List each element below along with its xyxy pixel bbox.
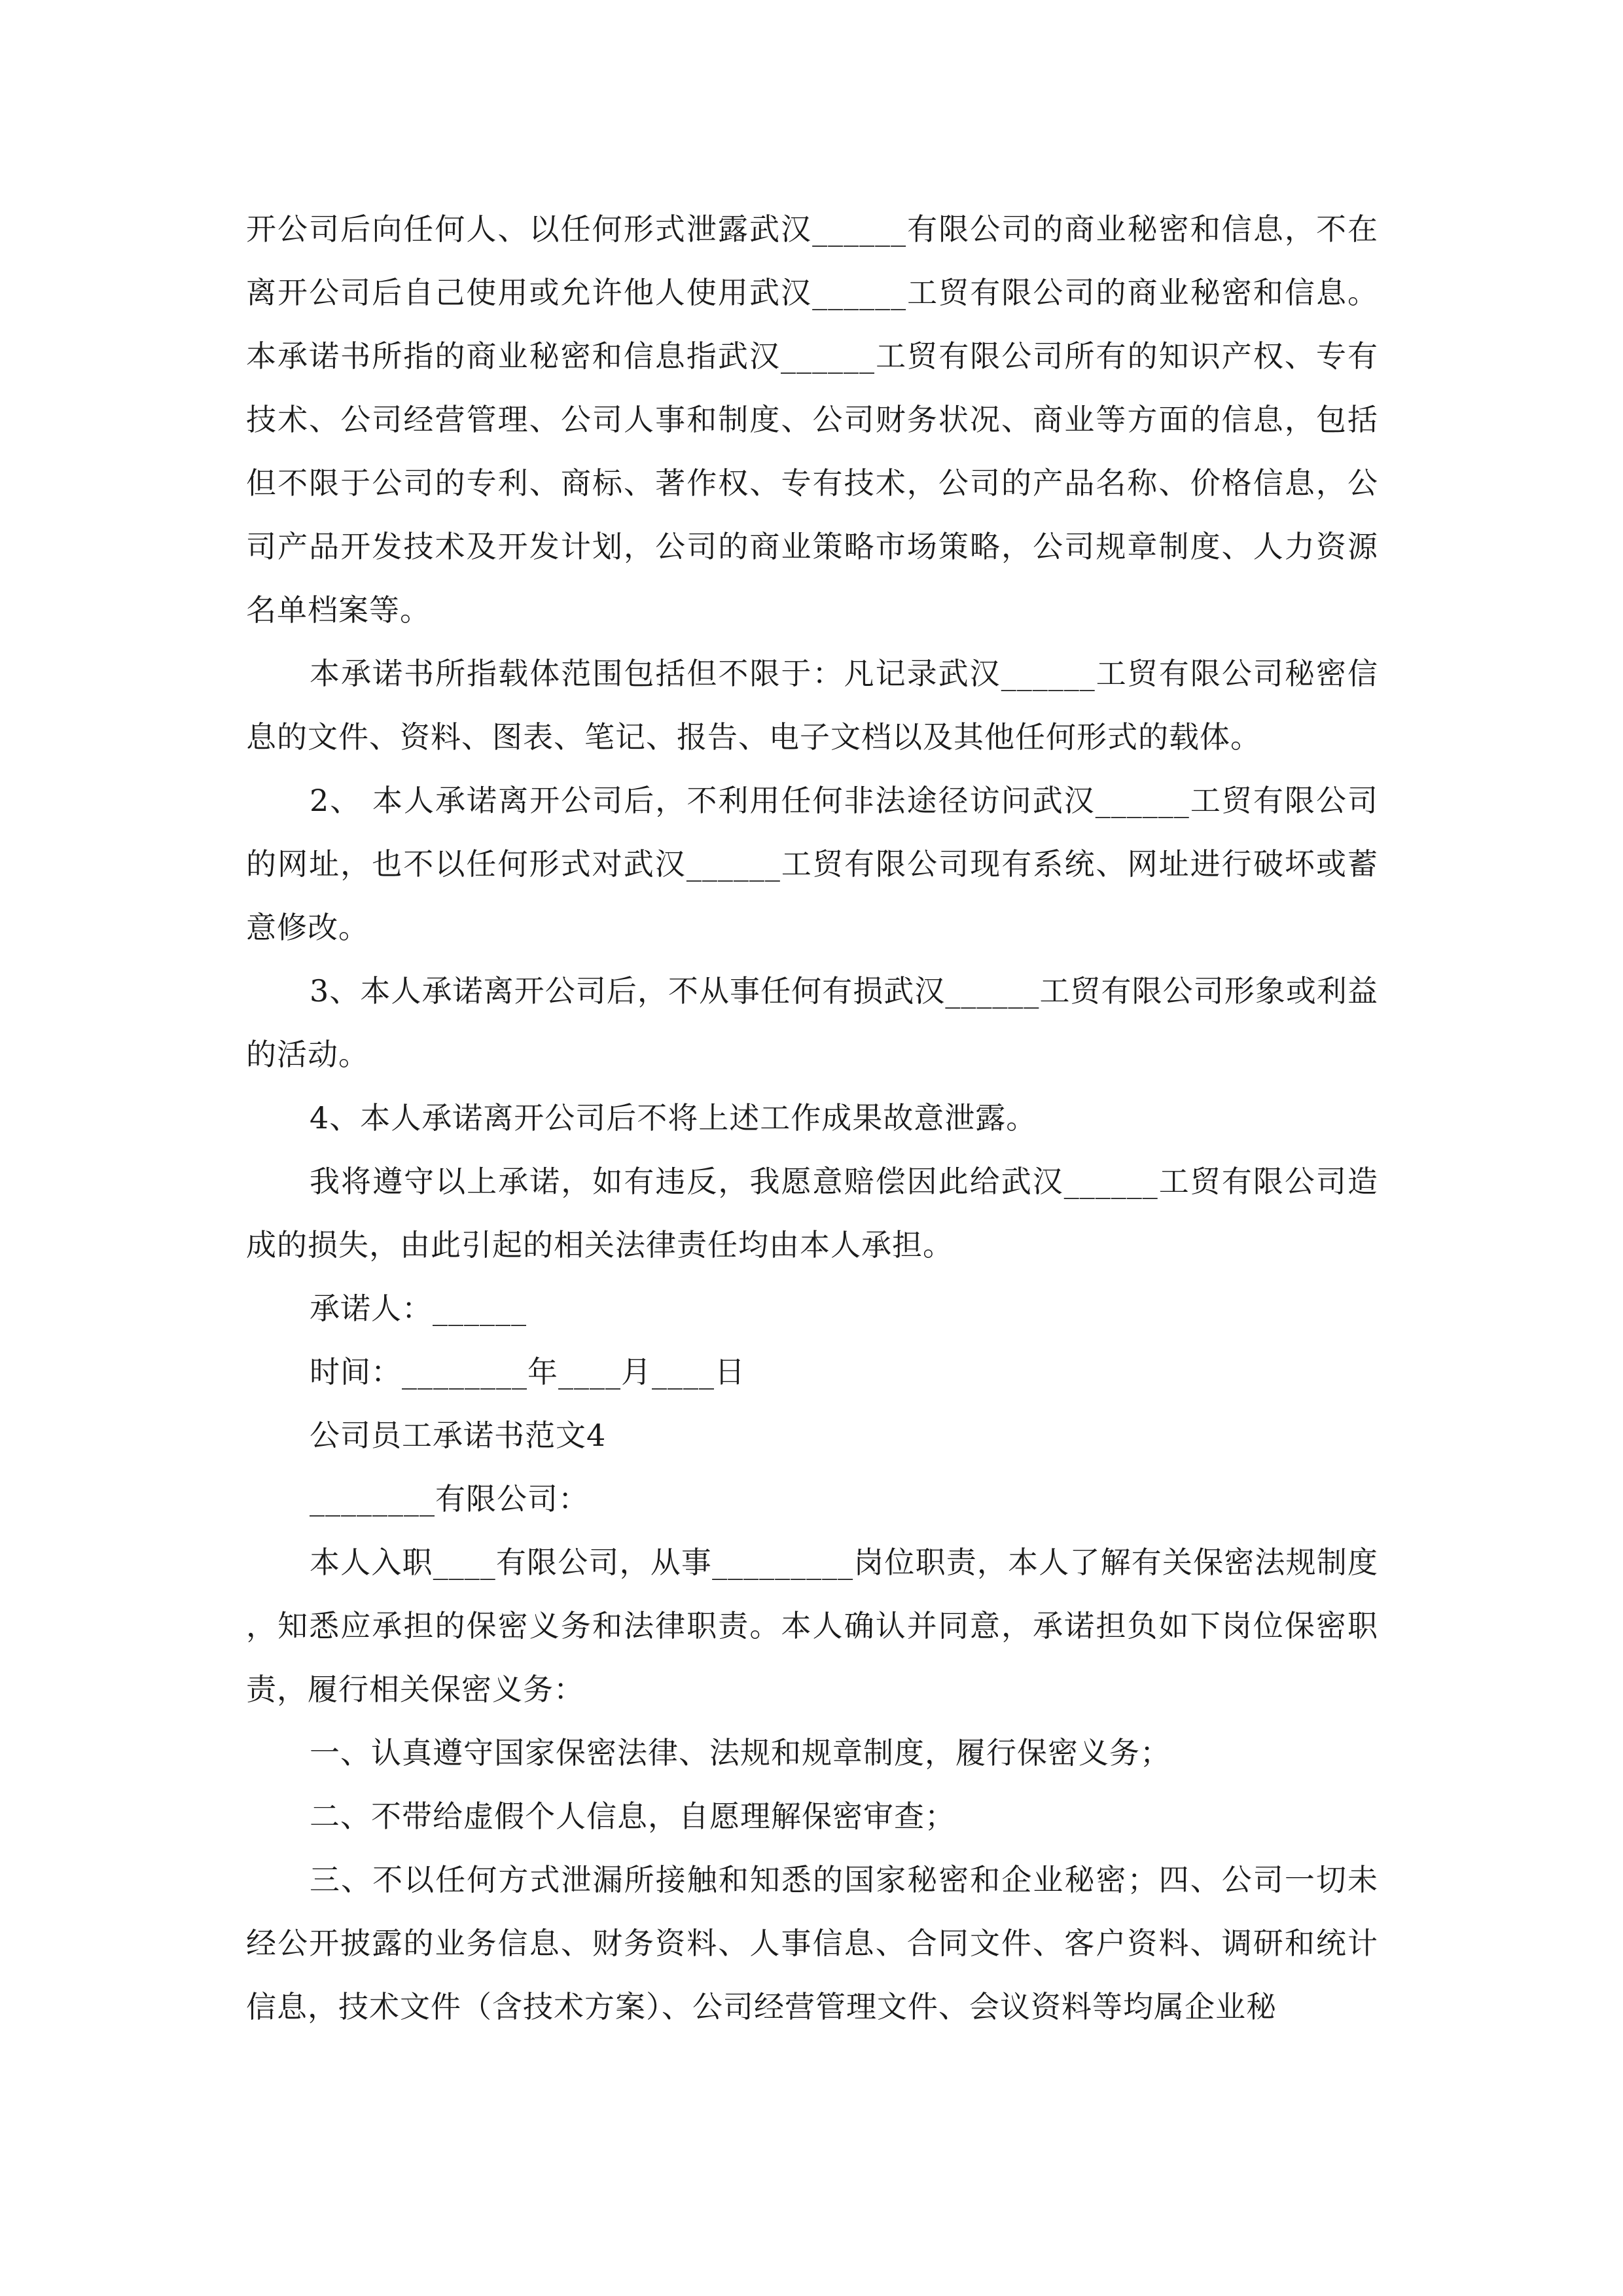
- date-line: 时间：________年____月____日: [310, 1354, 745, 1390]
- paragraph-item-2: 2、 本人承诺离开公司后，不利用任何非法途径访问武汉______工贸有限公司的网址，也不以任何形式对武汉______工贸有限公司现有系统、网址进行破坏或蓄意修改。: [246, 783, 1378, 945]
- paragraph-duty-1: 一、认真遵守国家保密法律、法规和规章制度，履行保密义务；: [310, 1735, 1171, 1770]
- paragraph-compensation: 我将遵守以上承诺，如有违反，我愿意赔偿因此给武汉______工贸有限公司造成的损失，由此引起的相关法律责任均由本人承担。: [246, 1164, 1378, 1263]
- paragraph-duty-2: 二、不带给虚假个人信息，自愿理解保密审查；: [310, 1799, 955, 1834]
- paragraph-intro: 本人入职____有限公司，从事_________岗位职责，本人了解有关保密法规制度，知悉应承担的保密义务和法律职责。本人确认并同意，承诺担负如下岗位保密职责，履行相关保密义务：: [246, 1545, 1378, 1707]
- paragraph-item-4: 4、本人承诺离开公司后不将上述工作成果故意泄露。: [310, 1100, 1037, 1136]
- salutation-line: ________有限公司：: [310, 1481, 589, 1516]
- paragraph-confidentiality: 开公司后向任何人、以任何形式泄露武汉______有限公司的商业秘密和信息，不在离开公司后自己使用或允许他人使用武汉______工贸有限公司的商业秘密和信息。 本承诺书所指的商业秘密和信息指武汉______工贸有限公司所有的知识产权、专有技术、公司经营管理、公司人事和制度、公司财务状况、商业等方面的信息，包括但不限于公司的专利、商标、著作权、专有技术，公司的产品名称、价格信息，公司产品开发技术及开发计划，公司的商业策略市场策略，公司规章制度、人力资源名单档案等。: [246, 211, 1378, 628]
- paragraph-item-3: 3、本人承诺离开公司后，不从事任何有损武汉______工贸有限公司形象或利益的活动。: [246, 973, 1378, 1072]
- paragraph-duty-3: 三、不以任何方式泄漏所接触和知悉的国家秘密和企业秘密；四、公司一切未经公开披露的业务信息、财务资料、人事信息、合同文件、客户资料、调研和统计信息，技术文件（含技术方案）、公司经营管理文件、会议资料等均属企业秘: [246, 1862, 1378, 2024]
- signer-line: 承诺人：______: [310, 1291, 527, 1326]
- paragraph-carrier-scope: 本承诺书所指载体范围包括但不限于：凡记录武汉______工贸有限公司秘密信息的文件、资料、图表、笔记、报告、电子文档以及其他任何形式的载体。: [246, 656, 1378, 755]
- section-heading: 公司员工承诺书范文4: [310, 1418, 607, 1453]
- document-body: [246, 198, 1378, 2039]
